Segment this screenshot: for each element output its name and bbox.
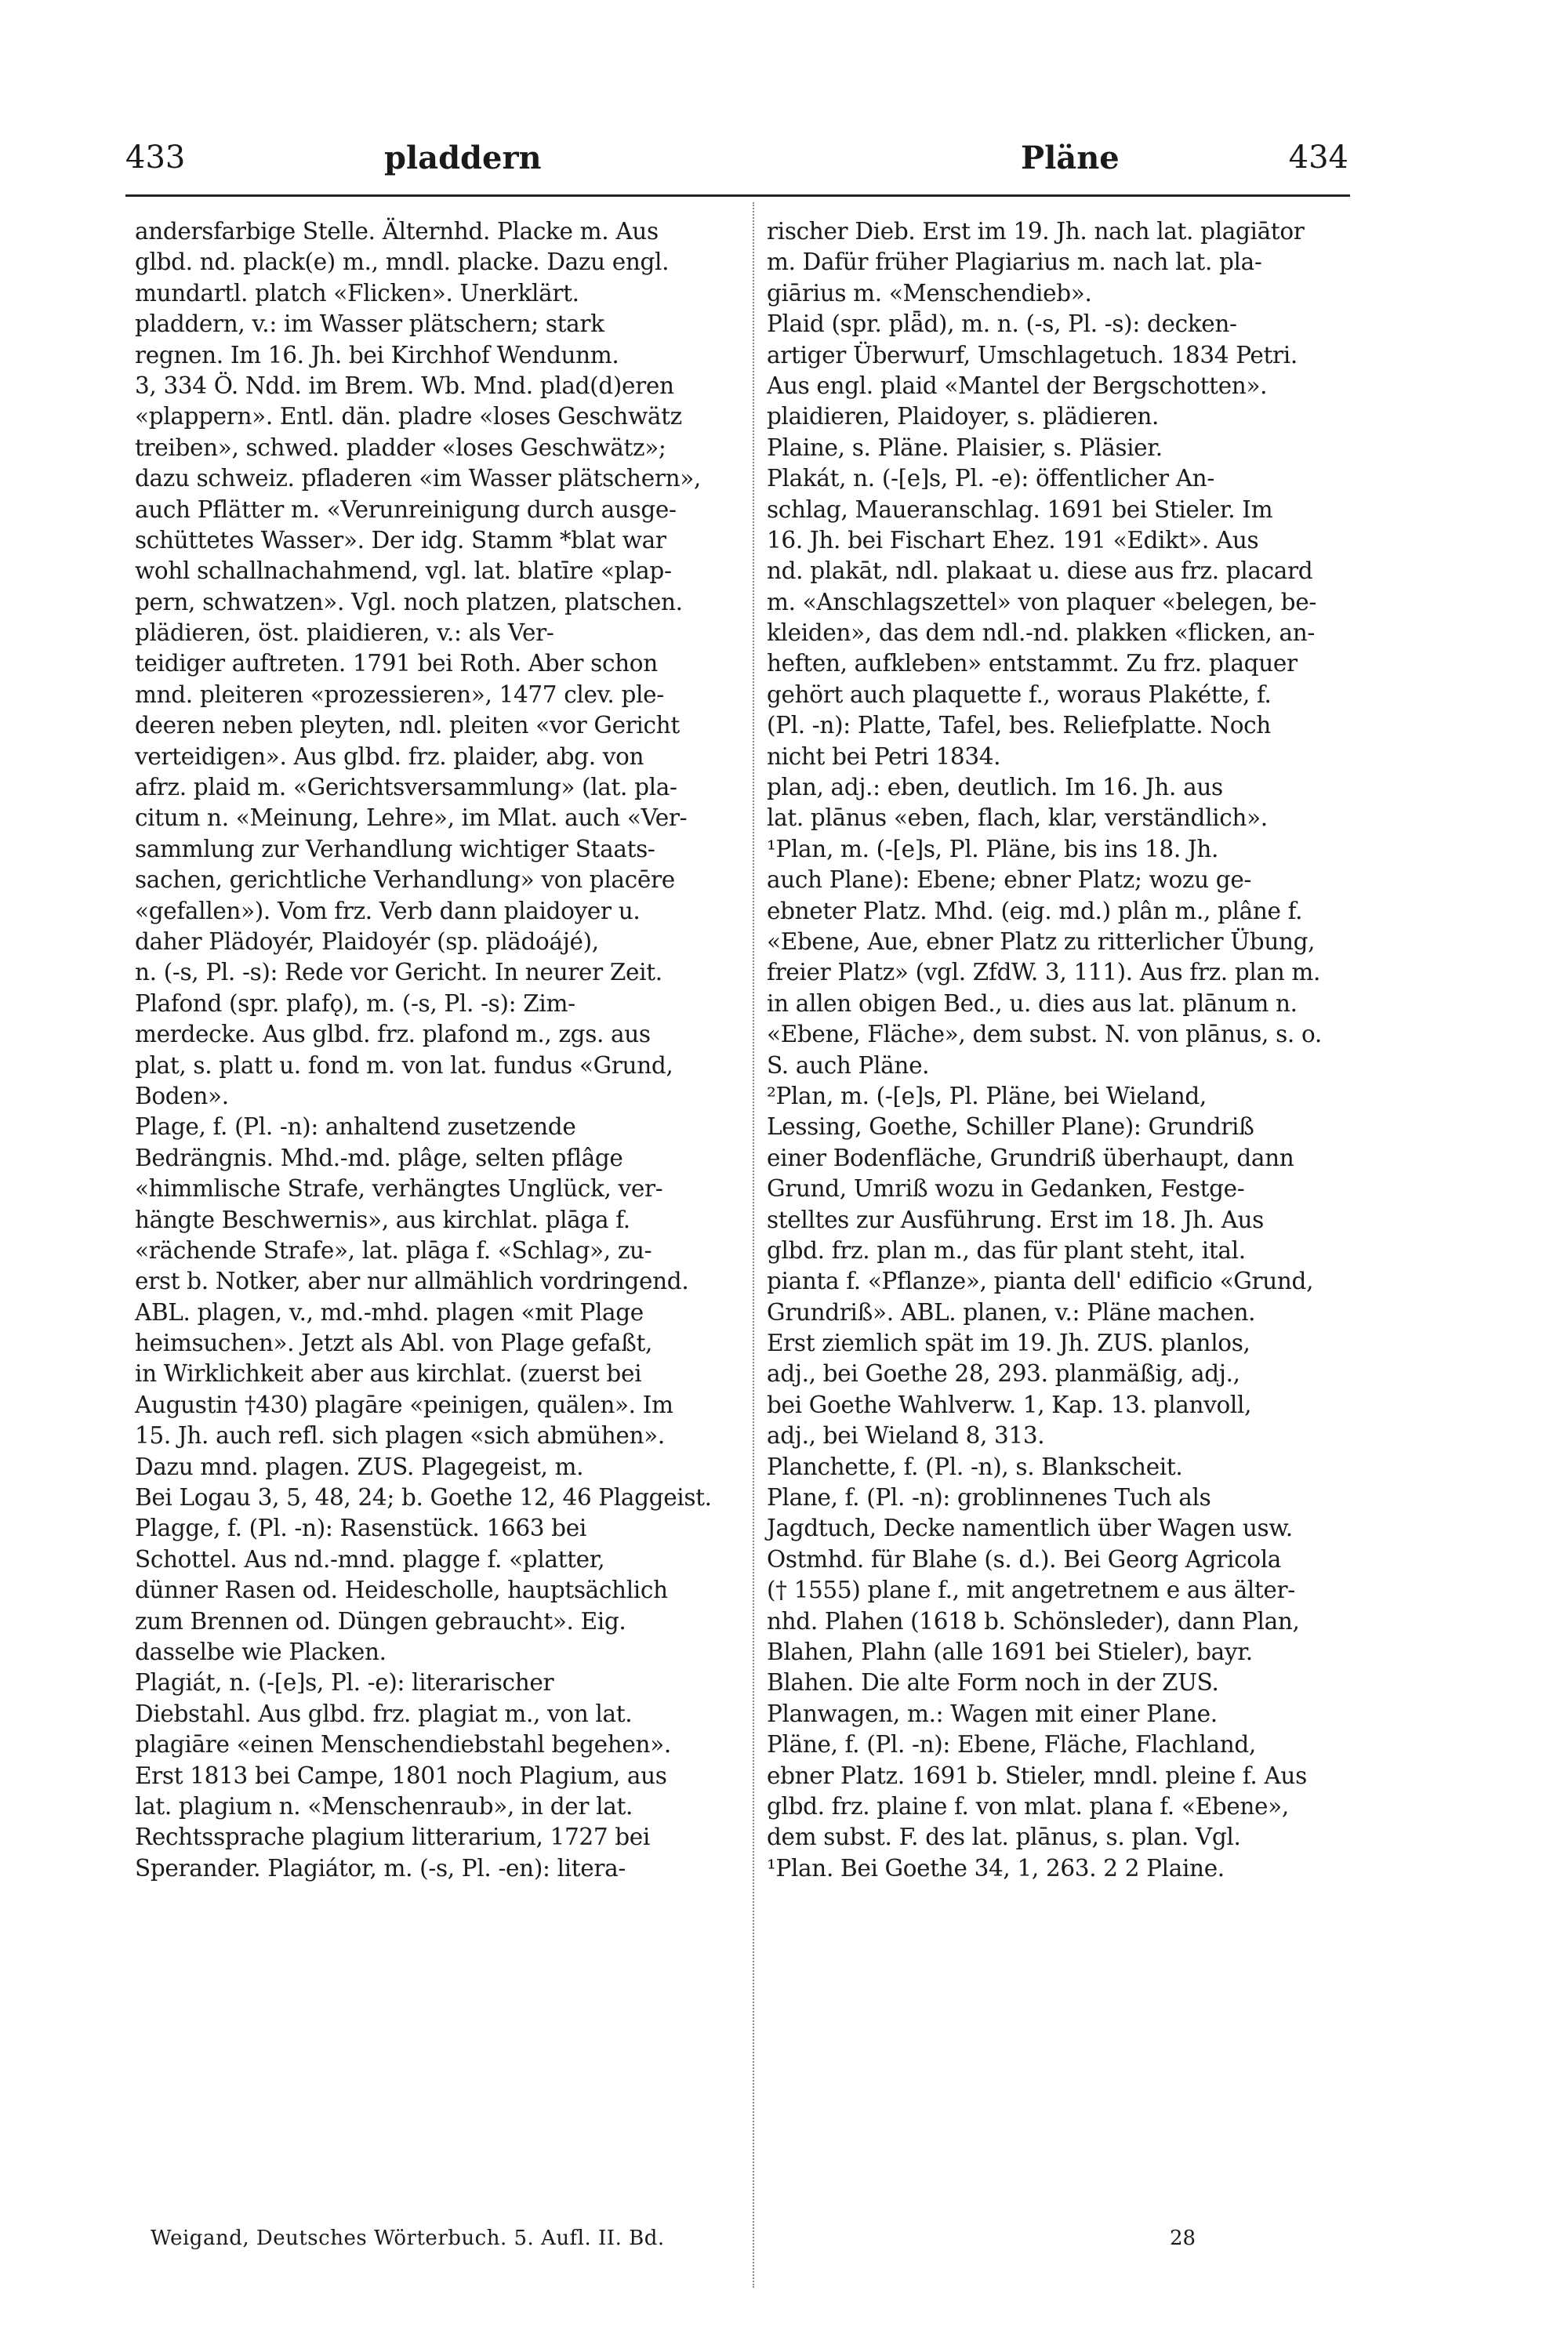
text-line: dasselbe wie Placken. <box>135 1638 387 1665</box>
text-line: dazu schweiz. pfladeren «im Wasser plätschern», <box>135 465 701 492</box>
text-line: zum Brennen od. Düngen gebraucht». Eig. <box>135 1607 626 1635</box>
text-line: nhd. Plahen (1618 b. Schönsleder), dann Plan, <box>767 1607 1300 1635</box>
text-line: dünner Rasen od. Heidescholle, hauptsächlich <box>135 1577 668 1604</box>
text-line: Plaid (spr. plǟd), m. n. (-s, Pl. -s): decken- <box>767 310 1237 338</box>
imprint-line: Weigand, Deutsches Wörterbuch. 5. Aufl. II. Bd. <box>151 2227 665 2250</box>
text-line: «gefallen»). Vom frz. Verb dann plaidoyer u. <box>135 897 641 924</box>
text-line: 15. Jh. auch refl. sich plagen «sich abmühen». <box>135 1422 665 1450</box>
text-line: rischer Dieb. Erst im 19. Jh. nach lat. plagiātor <box>767 218 1305 245</box>
text-line: heimsuchen». Jetzt als Abl. von Plage gefaßt, <box>135 1330 653 1357</box>
text-line: giārius m. «Menschendieb». <box>767 279 1092 307</box>
text-line: dem subst. F. des lat. plānus, s. plan. Vgl. <box>767 1824 1241 1851</box>
headword-left: pladdern <box>384 140 542 176</box>
text-line: glbd. nd. plack(e) m., mndl. placke. Dazu engl. <box>135 249 670 276</box>
text-line: glbd. frz. plan m., das für plant steht, ital. <box>767 1236 1246 1264</box>
text-line: sachen, gerichtliche Verhandlung» von placēre <box>135 866 675 894</box>
text-line: Erst ziemlich spät im 19. Jh. ZUS. planlos, <box>767 1330 1250 1357</box>
text-line: in Wirklichkeit aber aus kirchlat. (zuerst bei <box>135 1360 642 1388</box>
text-line: bei Goethe Wahlverw. 1, Kap. 13. planvoll, <box>767 1391 1252 1418</box>
text-line: citum n. «Meinung, Lehre», im Mlat. auch «Ver- <box>135 804 688 832</box>
text-line: 3, 334 Ö. Ndd. im Brem. Wb. Mnd. plad(d)eren <box>135 372 674 399</box>
text-line: plädieren, öst. plaidieren, v.: als Ver- <box>135 619 554 647</box>
text-line: auch Pflätter m. «Verunreinigung durch ausge- <box>135 495 677 523</box>
text-line: Dazu mnd. plagen. ZUS. Plagegeist, m. <box>135 1453 584 1480</box>
text-line: «Ebene, Fläche», dem subst. N. von plānus, s. o. <box>767 1021 1322 1048</box>
text-line: regnen. Im 16. Jh. bei Kirchhof Wendunm. <box>135 341 619 368</box>
left-column <box>135 216 746 1884</box>
text-line: S. auch Pläne. <box>767 1051 930 1079</box>
text-line: einer Bodenfläche, Grundriß überhaupt, dann <box>767 1144 1294 1171</box>
text-line: plat, s. platt u. fond m. von lat. fundus «Grund, <box>135 1051 673 1079</box>
text-line: Pläne, f. (Pl. -n): Ebene, Fläche, Flachland, <box>767 1731 1256 1759</box>
text-line: Bei Logau 3, 5, 48, 24; b. Goethe 12, 46 Plaggeist. <box>135 1484 712 1512</box>
text-line: Plagge, f. (Pl. -n): Rasenstück. 1663 bei <box>135 1515 586 1542</box>
text-line: Schottel. Aus nd.-mnd. plagge f. «platter, <box>135 1545 605 1573</box>
text-line: ebner Platz. 1691 b. Stieler, mndl. pleine f. Aus <box>767 1762 1307 1789</box>
text-line: Plafond (spr. plafǫ), m. (-s, Pl. -s): Zim- <box>135 989 575 1017</box>
text-line: n. (-s, Pl. -s): Rede vor Gericht. In neurer Zeit. <box>135 959 662 986</box>
text-line: Rechtssprache plagium litterarium, 1727 bei <box>135 1824 650 1851</box>
text-line: schüttetes Wasser». Der idg. Stamm *blat war <box>135 526 666 554</box>
text-line: ²Plan, m. (-[e]s, Pl. Pläne, bei Wieland, <box>767 1082 1207 1109</box>
text-line: plaidieren, Plaidoyer, s. plädieren. <box>767 403 1160 430</box>
text-line: Grund, Umriß wozu in Gedanken, Festge- <box>767 1175 1245 1203</box>
text-line: ¹Plan. Bei Goethe 34, 1, 263. 2 2 Plaine. <box>767 1854 1225 1882</box>
text-line: auch Plane): Ebene; ebner Platz; wozu ge- <box>767 866 1252 894</box>
text-line: kleiden», das dem ndl.-nd. plakken «flicken, an- <box>767 619 1316 647</box>
text-line: merdecke. Aus glbd. frz. plafond m., zgs. aus <box>135 1021 651 1048</box>
text-line: pianta f. «Pflanze», pianta dell' edificio «Grund, <box>767 1268 1314 1295</box>
text-line: plagiāre «einen Menschendiebstahl begehen». <box>135 1731 671 1759</box>
sheet-signature: 28 <box>1170 2227 1196 2250</box>
text-line: glbd. frz. plaine f. von mlat. plana f. «Ebene», <box>767 1792 1289 1820</box>
text-line: (Pl. -n): Platte, Tafel, bes. Reliefplatte. Noch <box>767 712 1271 739</box>
text-line: wohl schallnachahmend, vgl. lat. blatīre «plap- <box>135 557 672 585</box>
text-line: adj., bei Goethe 28, 293. planmäßig, adj., <box>767 1360 1240 1388</box>
text-line: teidiger auftreten. 1791 bei Roth. Aber schon <box>135 650 658 677</box>
text-line: Aus engl. plaid «Mantel der Bergschotten». <box>767 372 1268 399</box>
text-line: pladdern, v.: im Wasser plätschern; stark <box>135 310 604 338</box>
text-line: hängte Beschwernis», aus kirchlat. plāga f. <box>135 1206 630 1233</box>
text-line: plan, adj.: eben, deutlich. Im 16. Jh. aus <box>767 774 1223 801</box>
text-line: Augustin †430) plagāre «peinigen, quälen». Im <box>135 1391 673 1418</box>
running-header <box>125 140 1348 187</box>
text-line: nd. plakāt, ndl. plakaat u. diese aus frz. placard <box>767 557 1313 585</box>
text-line: m. Dafür früher Plagiarius m. nach lat. pla- <box>767 249 1262 276</box>
right-column <box>767 216 1378 1884</box>
text-line: Grundriß». ABL. planen, v.: Pläne machen. <box>767 1298 1256 1326</box>
text-line: pern, schwatzen». Vgl. noch platzen, platschen. <box>135 588 683 615</box>
text-line: artiger Überwurf, Umschlagetuch. 1834 Petri. <box>767 341 1298 368</box>
text-line: verteidigen». Aus glbd. frz. plaider, abg. von <box>135 742 644 770</box>
text-line: Plane, f. (Pl. -n): groblinnenes Tuch als <box>767 1484 1211 1512</box>
text-line: ¹Plan, m. (-[e]s, Pl. Pläne, bis ins 18. Jh. <box>767 835 1219 862</box>
text-line: mnd. pleiteren «prozessieren», 1477 clev. ple- <box>135 681 664 708</box>
text-line: Boden». <box>135 1082 229 1109</box>
text-line: Ostmhd. für Blahe (s. d.). Bei Georg Agricola <box>767 1545 1282 1573</box>
text-line: «himmlische Strafe, verhängtes Unglück, ver- <box>135 1175 663 1203</box>
text-line: «rächende Strafe», lat. plāga f. «Schlag», zu- <box>135 1236 652 1264</box>
text-line: Plaine, s. Pläne. Plaisier, s. Pläsier. <box>767 434 1163 461</box>
text-line: Plagiát, n. (-[e]s, Pl. -e): literarischer <box>135 1669 554 1697</box>
text-line: Plakát, n. (-[e]s, Pl. -e): öffentlicher An- <box>767 465 1214 492</box>
text-line: heften, aufkleben» entstammt. Zu frz. plaquer <box>767 650 1298 677</box>
text-line: Planchette, f. (Pl. -n), s. Blankscheit. <box>767 1453 1183 1480</box>
text-line: deeren neben pleyten, ndl. pleiten «vor Gericht <box>135 712 680 739</box>
text-line: erst b. Notker, aber nur allmählich vordringend. <box>135 1268 689 1295</box>
column-divider <box>753 202 755 2288</box>
text-line: Blahen. Die alte Form noch in der ZUS. <box>767 1669 1219 1697</box>
text-line: Diebstahl. Aus glbd. frz. plagiat m., von lat. <box>135 1700 633 1727</box>
text-line: Plage, f. (Pl. -n): anhaltend zusetzende <box>135 1113 576 1141</box>
text-line: adj., bei Wieland 8, 313. <box>767 1422 1045 1450</box>
page-number-left: 433 <box>125 140 186 176</box>
text-line: Planwagen, m.: Wagen mit einer Plane. <box>767 1700 1218 1727</box>
text-line: Erst 1813 bei Campe, 1801 noch Plagium, aus <box>135 1762 667 1789</box>
text-line: lat. plagium n. «Menschenraub», in der lat. <box>135 1792 633 1820</box>
text-line: treiben», schwed. pladder «loses Geschwätz»; <box>135 434 666 461</box>
text-line: ebneter Platz. Mhd. (eig. md.) plân m., plâne f. <box>767 897 1303 924</box>
text-line: in allen obigen Bed., u. dies aus lat. plānum n. <box>767 989 1298 1017</box>
text-line: schlag, Maueranschlag. 1691 bei Stieler. Im <box>767 495 1273 523</box>
header-rule <box>125 194 1350 197</box>
text-line: Lessing, Goethe, Schiller Plane): Grundriß <box>767 1113 1254 1141</box>
text-line: nicht bei Petri 1834. <box>767 742 1001 770</box>
text-line: freier Platz» (vgl. ZfdW. 3, 111). Aus frz. plan m. <box>767 959 1321 986</box>
text-line: ABL. plagen, v., md.-mhd. plagen «mit Plage <box>135 1298 644 1326</box>
text-line: Blahen, Plahn (alle 1691 bei Stieler), bayr. <box>767 1638 1253 1665</box>
text-line: m. «Anschlagszettel» von plaquer «belegen, be- <box>767 588 1316 615</box>
page-number-right: 434 <box>1288 140 1348 176</box>
text-line: 16. Jh. bei Fischart Ehez. 191 «Edikt». Aus <box>767 526 1259 554</box>
text-line: sammlung zur Verhandlung wichtiger Staats- <box>135 835 655 862</box>
text-line: Jagdtuch, Decke namentlich über Wagen usw. <box>767 1515 1293 1542</box>
text-line: Sperander. Plagiátor, m. (-s, Pl. -en): litera- <box>135 1854 626 1882</box>
text-line: «Ebene, Aue, ebner Platz zu ritterlicher Übung, <box>767 927 1316 955</box>
text-line: mundartl. platch «Flicken». Unerklärt. <box>135 279 579 307</box>
text-line: andersfarbige Stelle. Älternhd. Placke m. Aus <box>135 218 659 245</box>
text-line: lat. plānus «eben, flach, klar, verständlich». <box>767 804 1268 832</box>
headword-right: Pläne <box>1021 140 1120 176</box>
page-footer <box>151 2227 1374 2258</box>
text-line: afrz. plaid m. «Gerichtsversammlung» (lat. pla- <box>135 774 677 801</box>
text-line: Bedrängnis. Mhd.-md. plâge, selten pflâge <box>135 1144 623 1171</box>
text-line: «plappern». Entl. dän. pladre «loses Geschwätz <box>135 403 682 430</box>
text-line: († 1555) plane f., mit angetretnem e aus älter- <box>767 1577 1295 1604</box>
text-line: stelltes zur Ausführung. Erst im 18. Jh. Aus <box>767 1206 1264 1233</box>
text-line: daher Plädoyér, Plaidoyér (sp. plädoájé), <box>135 927 599 955</box>
text-line: gehört auch plaquette f., woraus Plakétte, f. <box>767 681 1272 708</box>
